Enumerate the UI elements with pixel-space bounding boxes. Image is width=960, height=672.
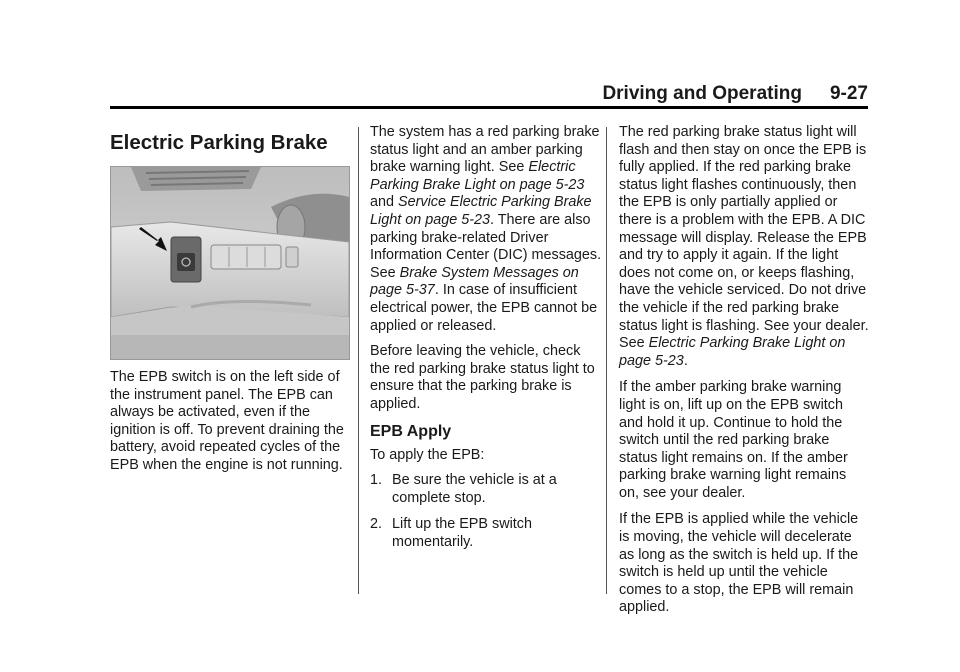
epb-switch-photo-icon bbox=[110, 166, 350, 360]
apply-steps-list bbox=[370, 472, 602, 551]
list-item: 2. Lift up the EPB switch momentarily. bbox=[370, 516, 532, 550]
paragraph-applied-moving: If the EPB is applied while the vehicle is moving, the vehicle will decelerate as long as the switch is held up. If the switch is held up until the vehicle comes to a stop, the EPB will remain applied. bbox=[619, 511, 859, 616]
paragraph-to-apply: To apply the EPB: bbox=[370, 446, 485, 463]
header-page-number: 9-27 bbox=[829, 83, 868, 104]
header-rule bbox=[110, 106, 868, 109]
subheading-epb-apply: EPB Apply bbox=[370, 422, 452, 440]
section-title: Electric Parking Brake bbox=[110, 131, 328, 154]
column-divider-2 bbox=[606, 127, 607, 594]
cross-reference-link: Electric Parking Brake Light on page 5-23 bbox=[619, 335, 846, 369]
paragraph-system-lights: The system has a red parking brake status light and an amber parking brake warning light. See Electric Parking Brake Light on page 5-23 and Service Electric Parking Brake Light on page 5-23. There are also parking brake-related Driver Information Center (DIC) messages. See Brake System Messages on page 5-37. In case of insufficient electrical power, the EPB cannot be applied or released. bbox=[370, 124, 602, 334]
paragraph-status-light: The red parking brake status light will flash and then stay on once the EPB is fully applied. If the red parking brake status light flashes continuously, then the EPB is only partially applied or there is a problem with the EPB. A DIC message will display. Release the EPB and try to apply it again. If the light does not come on, or keeps flashing, have the vehicle serviced. Do not drive the vehicle if the red parking brake status light is flashing. See your dealer. See Electric Parking Brake Light on page 5-23. bbox=[619, 124, 869, 369]
paragraph-before-leaving: Before leaving the vehicle, check the red parking brake status light to ensure that the parking brake is applied. bbox=[370, 343, 595, 412]
cross-reference-link: Brake System Messages on page 5-37 bbox=[370, 264, 579, 299]
column-3 bbox=[619, 124, 869, 626]
column-2 bbox=[370, 124, 602, 560]
column-1 bbox=[110, 124, 350, 156]
cross-reference-link: Service Electric Parking Brake Light on page 5-23 bbox=[370, 194, 592, 228]
cross-reference-link: Electric Parking Brake Light on page 5-23 bbox=[370, 159, 585, 193]
column-divider-1 bbox=[358, 127, 359, 594]
page-header bbox=[110, 82, 868, 106]
list-item: 1. Be sure the vehicle is at a complete stop. bbox=[370, 472, 557, 506]
header-section-title: Driving and Operating bbox=[602, 83, 802, 104]
photo-caption: The EPB switch is on the left side of the instrument panel. The EPB can always be activated, even if the ignition is off. To prevent draining the battery, avoid repeated cycles of the EPB when the engine is not running. bbox=[110, 369, 344, 473]
paragraph-amber-warning: If the amber parking brake warning light is on, lift up on the EPB switch and hold it up. Continue to hold the switch until the red parking brake status light remains on. If the amber parking brake warning light remains on, see your dealer. bbox=[619, 379, 848, 501]
